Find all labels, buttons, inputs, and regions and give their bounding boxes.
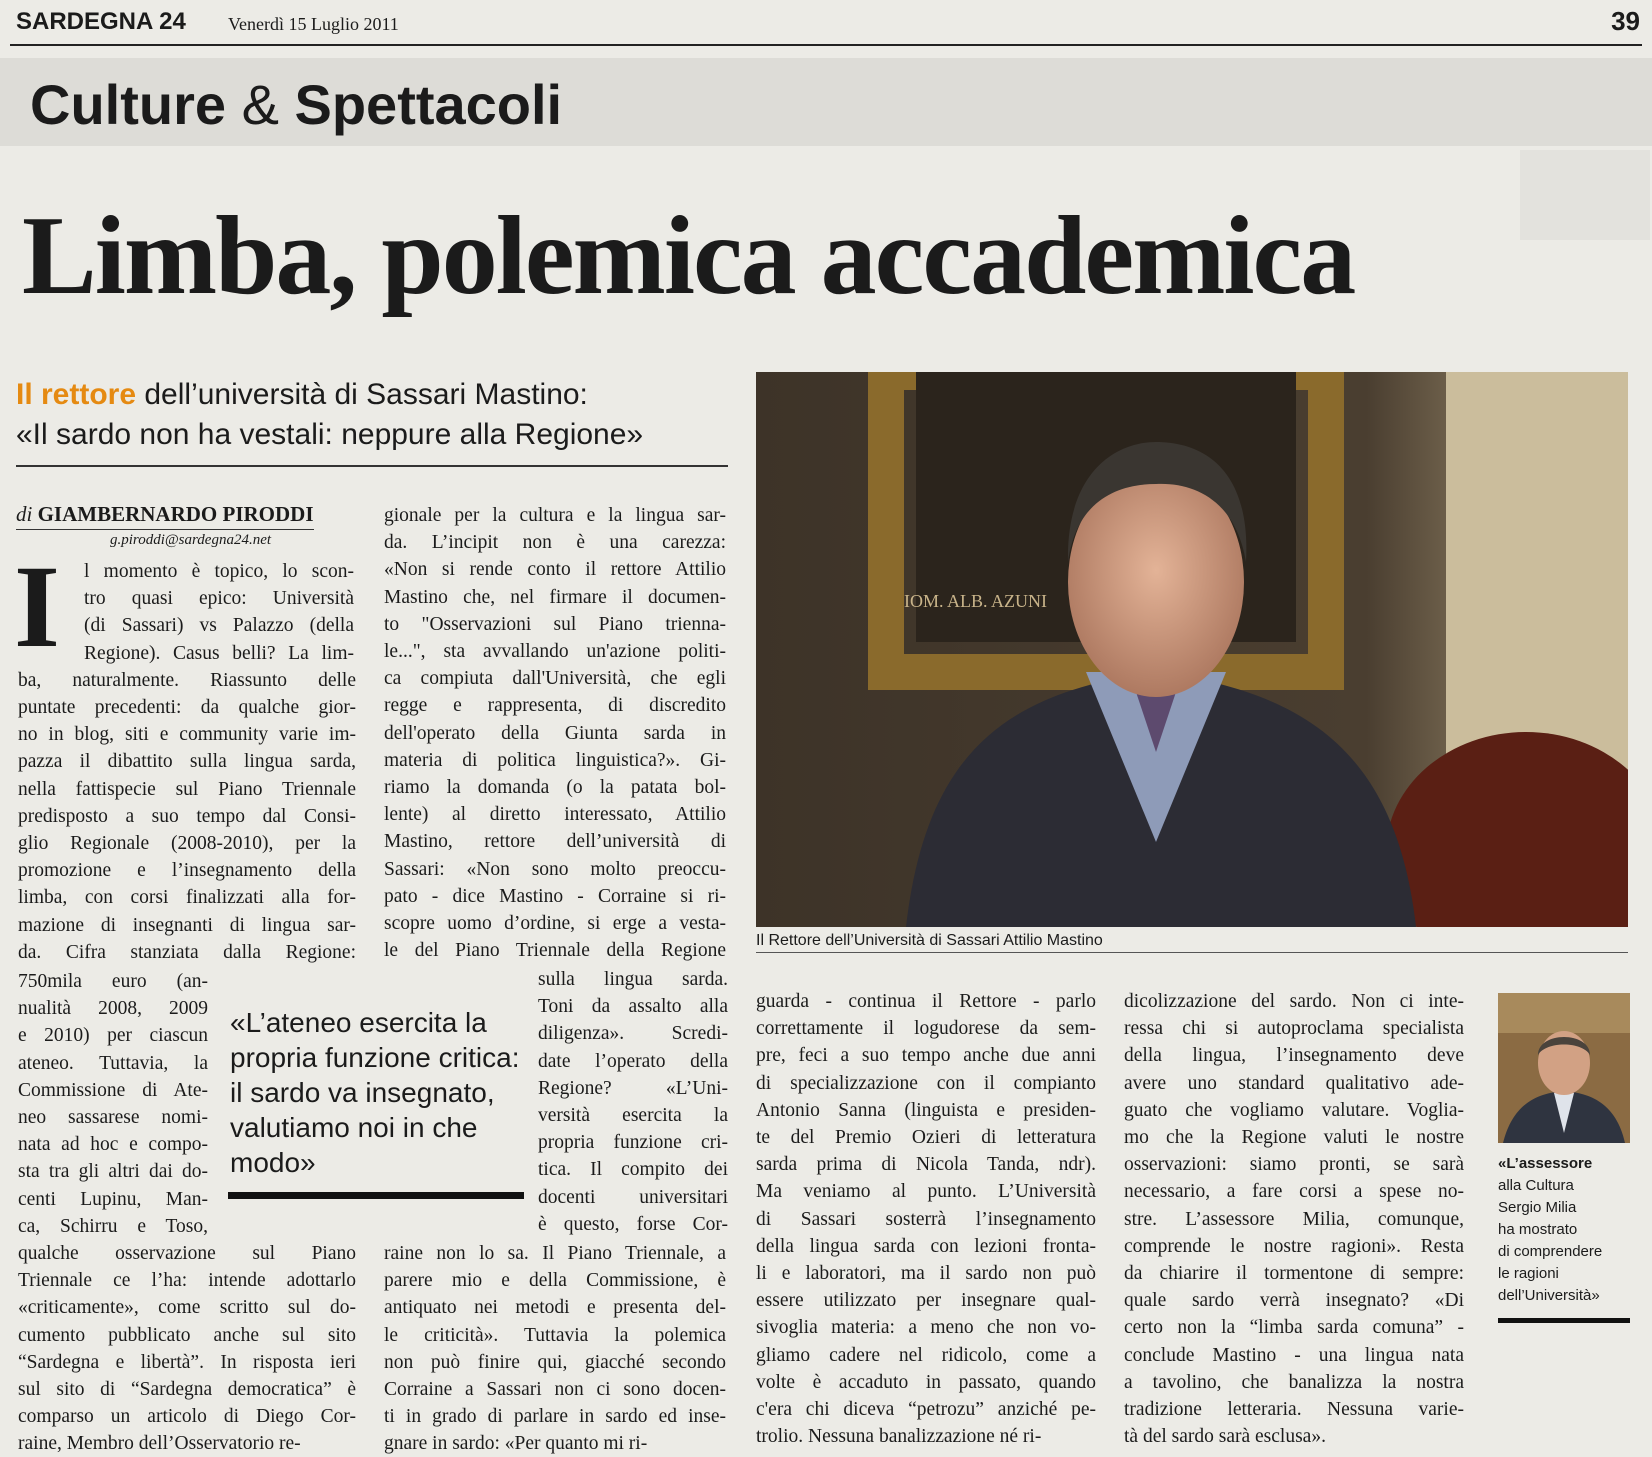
text-line: raine, Membro dell’Osservatorio re- (18, 1433, 301, 1455)
text-line: gionale per la cultura e la lingua sar- (384, 505, 726, 526)
text-line: è questo, forse Cor- (538, 1213, 728, 1235)
deck-keyword: Il rettore (16, 378, 137, 411)
section-word-spettacoli: Spettacoli (294, 73, 563, 136)
text-line: tica. Il compito dei (538, 1159, 728, 1181)
text-line: osservazioni: siamo pronti, se sarà (1124, 1154, 1464, 1176)
text-line: Sassari: «Non sono molto preoccu- (384, 858, 726, 880)
text-line: “Sardegna e libertà”. In risposta ieri (18, 1351, 356, 1373)
text-line: versità esercita la (538, 1105, 728, 1126)
text-line: stre. L’assessore Milia, comunque, (1124, 1208, 1464, 1230)
text-line: ca compiuta dall'Università, che egli (384, 668, 726, 690)
drop-cap: I (14, 541, 60, 672)
text-line: sulla lingua sarda. (538, 969, 728, 990)
text-line: ti in grado di parlare in sardo ed inse- (384, 1406, 726, 1428)
text-line: certo non la “limba sarda comuna” - (1124, 1317, 1464, 1339)
text-line: riamo la domanda (o la patata bol- (384, 777, 726, 798)
text-line: centi Lupinu, Man- (18, 1188, 208, 1210)
byline-email: g.piroddi@sardegna24.net (110, 532, 272, 548)
text-line: conclude Mastino - una lingua nata (1124, 1344, 1464, 1366)
issue-date: Venerdì 15 Luglio 2011 (228, 14, 399, 34)
text-line: comparso un articolo di Diego Cor- (18, 1406, 356, 1428)
assessore-caption-lines (1498, 1175, 1633, 1307)
text-line: materia di politica linguistica?». Gi- (384, 749, 726, 771)
pull-quote-rule (228, 1192, 524, 1199)
text-line: diligenza». Scredi- (538, 1023, 728, 1045)
text-line: mo che la Regione valuti le nostre (1124, 1127, 1464, 1148)
deck-line-1 (16, 375, 716, 415)
caption-line: alla Cultura (1498, 1177, 1574, 1194)
section-word-culture: Culture (30, 73, 226, 136)
text-line: nata ad hoc e compo- (18, 1134, 208, 1156)
text-line: qualche osservazione sul Piano (18, 1243, 356, 1264)
header-rule (10, 44, 1642, 46)
text-line: limba, con corsi finalizzati alla for- (18, 887, 356, 909)
text-line: quale sardo verrà insegnato? «Di (1124, 1290, 1464, 1312)
caption-line: dell’Università» (1498, 1287, 1600, 1304)
byline (16, 502, 314, 530)
text-line: to "Osservazioni sul Piano trienna- (384, 613, 726, 635)
text-line: volte è accaduto in passato, quando (756, 1371, 1096, 1393)
text-line: propria funzione cri- (538, 1132, 728, 1154)
text-line: regge e rappresenta, di discredito (384, 695, 726, 717)
text-line: ressa chi si autoproclama specialista (1124, 1018, 1464, 1040)
text-line: Antonio Sanna (linguista e presiden- (756, 1099, 1096, 1121)
section-title (30, 72, 562, 137)
caption-side-rule (1498, 1318, 1630, 1323)
byline-author: GIAMBERNARDO PIRODDI (37, 502, 314, 526)
text-line: gliamo cadere nel ridicolo, come a (756, 1344, 1096, 1366)
text-line: glio Regionale (2008-2010), per la (18, 833, 356, 854)
text-line: della lingua sarda con lezioni fronta- (756, 1235, 1096, 1257)
headline: Limba, polemica accademica (22, 194, 1355, 318)
text-line: Mastino, rettore dell’università di (384, 831, 726, 853)
text-line: scopre uomo d’ordine, si erge a vesta- (384, 913, 726, 934)
caption-rule (756, 952, 1628, 953)
text-line: e 2010) per ciascun (18, 1025, 208, 1047)
text-line: comprende le nostre ragioni». Resta (1124, 1235, 1464, 1257)
caption-line: le ragioni (1498, 1265, 1559, 1282)
text-line: li e laboratori, ma il sardo non può (756, 1263, 1096, 1284)
section-ampersand: & (241, 73, 279, 136)
text-line: neo sassarese nomi- (18, 1107, 208, 1128)
caption-line: di comprendere (1498, 1243, 1603, 1260)
text-line: dell'operato della Giunta sarda in (384, 722, 726, 744)
text-line: ateneo. Tuttavia, la (18, 1052, 208, 1074)
deck (16, 375, 716, 455)
text-line: Corraine a Sassari non ci sono docen- (384, 1379, 726, 1400)
text-line: sta tra gli altri dai do- (18, 1161, 208, 1183)
text-line: te del Premio Ozieri di letteratura (756, 1127, 1096, 1148)
text-line: correttamente il logudorese da sem- (756, 1018, 1096, 1040)
text-line: c'era chi diceva “petrozu” anziché pe- (756, 1399, 1096, 1420)
text-line: ba, naturalmente. Riassunto delle (18, 669, 356, 691)
photo-caption: Il Rettore dell’Università di Sassari Attilio Mastino (756, 932, 1103, 949)
text-line: guato che vogliamo valutare. Voglia- (1124, 1099, 1464, 1121)
text-line: nella fattispecie sul Piano Triennale (18, 778, 356, 800)
text-line: da. Cifra stanziata dalla Regione: (18, 941, 356, 963)
assessore-caption (1498, 1153, 1633, 1307)
text-line: necessario, a fare corsi a spese no- (1124, 1181, 1464, 1203)
text-line: Triennale ce l’ha: intende adottarlo (18, 1270, 356, 1292)
text-line: date l’operato della (538, 1050, 728, 1072)
text-line: sivoglia materia: a meno che non vo- (756, 1317, 1096, 1339)
text-line: di specializzazione con il compianto (756, 1072, 1096, 1094)
text-line: «Non si rende conto il rettore Attilio (384, 559, 726, 581)
text-line: Commissione di Ate- (18, 1079, 208, 1101)
text-line: cumento pubblicato anche sul sito (18, 1324, 356, 1346)
text-line: non può finire qui, giacché secondo (384, 1351, 726, 1373)
text-line: avere uno standard qualitativo ade- (1124, 1072, 1464, 1094)
text-line: ca, Schirru e Toso, (18, 1215, 208, 1237)
deck-rule (16, 465, 728, 467)
text-line: parere mio e della Commissione, è (384, 1270, 726, 1292)
text-line: docenti universitari (538, 1186, 728, 1208)
text-line: le...", sta avvallando un'azione politi- (384, 641, 726, 662)
text-line: lente) al diretto interessato, Attilio (384, 804, 726, 826)
text-line: della lingua, l’insegnamento deve (1124, 1045, 1464, 1067)
assessore-photo (1498, 993, 1630, 1143)
page-number: 39 (1611, 6, 1640, 36)
text-line: predisposto a suo tempo dal Consi- (18, 805, 356, 827)
caption-line: Sergio Milia (1498, 1199, 1577, 1216)
deck-line1-text: dell’università di Sassari Mastino: (136, 378, 588, 411)
pull-quote: «L’ateneo esercita la propria funzione critica: il sardo va insegnato, valutiamo noi in che modo» (230, 1007, 520, 1178)
text-line: tradizione letteraria. Nessuna varie- (1124, 1399, 1464, 1420)
text-line: gnare in sardo: «Per quanto mi ri- (384, 1433, 648, 1455)
text-line: sarda prima di Nicola Tanda, ndr). (756, 1154, 1096, 1176)
text-line: sul sito di “Sardegna democratica” è (18, 1379, 356, 1400)
text-line: Toni da assalto alla (538, 996, 728, 1018)
text-line: le del Piano Triennale della Regione (384, 940, 726, 962)
assessore-caption-title: «L’assessore (1498, 1155, 1593, 1172)
text-line: Regione). Casus belli? La lim- (84, 642, 354, 664)
deck-line-2: «Il sardo non ha vestali: neppure alla Regione» (16, 418, 644, 451)
text-line: di Sassari sosterrà l’insegnamento (756, 1208, 1096, 1230)
text-line: «criticamente», come scritto sul do- (18, 1297, 356, 1319)
caption-line: ha mostrato (1498, 1221, 1578, 1238)
text-line: da. L’incipit non è una carezza: (384, 532, 726, 554)
text-line: pre, feci a suo tempo anche due anni (756, 1045, 1096, 1067)
text-line: da chiarire il tormentone di sempre: (1124, 1263, 1464, 1284)
rector-photo (756, 372, 1628, 927)
text-line: nualità 2008, 2009 (18, 998, 208, 1020)
frame-inscription: IOM. ALB. AZUNI (904, 591, 1047, 611)
text-line: (di Sassari) vs Palazzo (della (84, 615, 354, 637)
text-line: promozione e l’insegnamento della (18, 860, 356, 882)
text-line: dicolizzazione del sardo. Non ci inte- (1124, 991, 1464, 1012)
text-line: puntate precedenti: da qualche gior- (18, 697, 356, 718)
show-through-artifact (1520, 150, 1650, 240)
text-line: Regione? «L’Uni- (538, 1077, 728, 1099)
text-line: guarda - continua il Rettore - parlo (756, 991, 1096, 1012)
byline-prefix: di (16, 502, 33, 526)
text-line: a tavolino, che banalizza la nostra (1124, 1371, 1464, 1393)
text-line: le criticità». Tuttavia la polemica (384, 1324, 726, 1346)
text-line: tà del sardo sarà esclusa». (1124, 1426, 1326, 1448)
text-line: trolio. Nessuna banalizzazione né ri- (756, 1426, 1042, 1448)
text-line: mazione di insegnanti di lingua sar- (18, 914, 356, 936)
text-line: 750mila euro (an- (18, 971, 208, 992)
text-line: essere utilizzato per insegnare qual- (756, 1290, 1096, 1312)
text-line: raine non lo sa. Il Piano Triennale, a (384, 1243, 726, 1264)
masthead: SARDEGNA 24 (16, 8, 186, 35)
text-line: pazza il dibattito sulla lingua sarda, (18, 751, 356, 773)
text-line: antiquato nei metodi e presenta del- (384, 1297, 726, 1319)
text-line: no in blog, siti e community varie im- (18, 724, 356, 746)
text-line: Mastino che, nel firmare il documen- (384, 586, 726, 608)
text-line: pato - dice Mastino - Corraine si ri- (384, 885, 726, 907)
text-line: tro quasi epico: Università (84, 588, 354, 610)
text-line: l momento è topico, lo scon- (84, 561, 354, 582)
text-line: Ma veniamo al punto. L’Università (756, 1181, 1096, 1203)
